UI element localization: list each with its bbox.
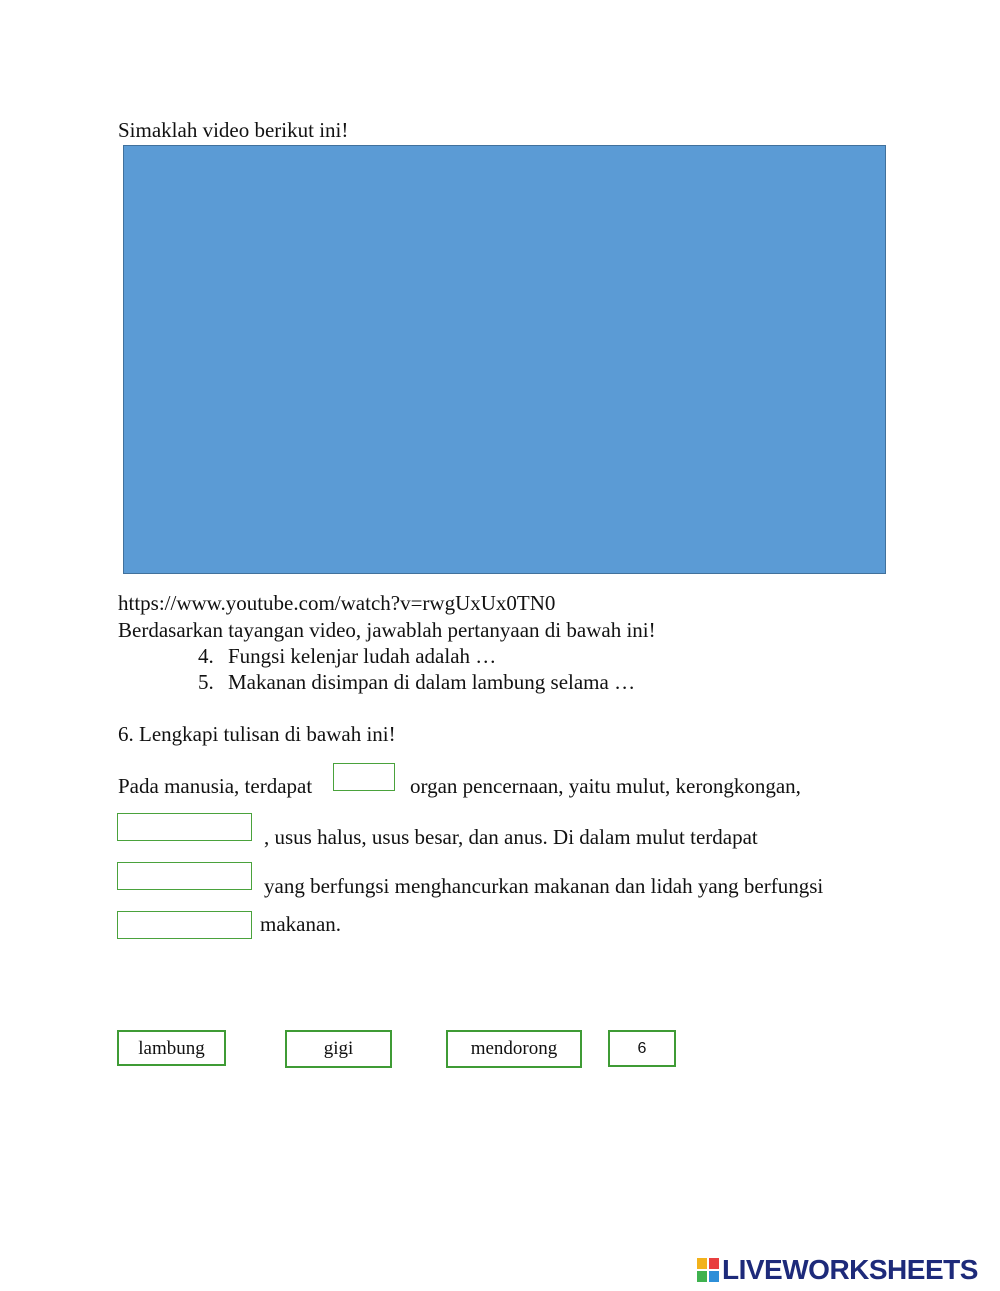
fill-line2-after: , usus halus, usus besar, dan anus. Di dalam mulut terdapat xyxy=(264,825,758,849)
answer-blank-3[interactable] xyxy=(117,862,252,890)
video-player[interactable] xyxy=(123,145,886,574)
fill-line4-after: makanan. xyxy=(260,912,342,936)
choice-mendorong[interactable]: mendorong xyxy=(446,1030,582,1068)
question-4-number: 4. xyxy=(198,644,214,668)
answer-blank-2[interactable] xyxy=(117,813,252,841)
choice-6[interactable]: 6 xyxy=(608,1030,676,1067)
choice-gigi[interactable]: gigi xyxy=(285,1030,392,1068)
fill-line3-after: yang berfungsi menghancurkan makanan dan lidah yang berfungsi xyxy=(264,874,824,898)
fill-line1-after: organ pencernaan, yaitu mulut, kerongkongan, xyxy=(410,774,801,798)
intro-text: Simaklah video berikut ini! xyxy=(118,118,349,142)
liveworksheets-logo-text: LIVEWORKSHEETS xyxy=(722,1254,978,1285)
video-url[interactable]: https://www.youtube.com/watch?v=rwgUxUx0TN0 xyxy=(118,591,556,615)
question-5-number: 5. xyxy=(198,670,214,694)
question-5-text: Makanan disimpan di dalam lambung selama … xyxy=(228,670,636,694)
fill-line1-before: Pada manusia, terdapat xyxy=(118,774,313,798)
choice-lambung[interactable]: lambung xyxy=(117,1030,226,1066)
liveworksheets-logo xyxy=(697,1255,978,1285)
answer-blank-1[interactable] xyxy=(333,763,395,791)
answer-blank-4[interactable] xyxy=(117,911,252,939)
question-4-text: Fungsi kelenjar ludah adalah … xyxy=(228,644,497,668)
task-title: 6. Lengkapi tulisan di bawah ini! xyxy=(118,722,396,746)
liveworksheets-logo-icon xyxy=(697,1258,719,1282)
instruction-text: Berdasarkan tayangan video, jawablah pertanyaan di bawah ini! xyxy=(118,618,656,642)
